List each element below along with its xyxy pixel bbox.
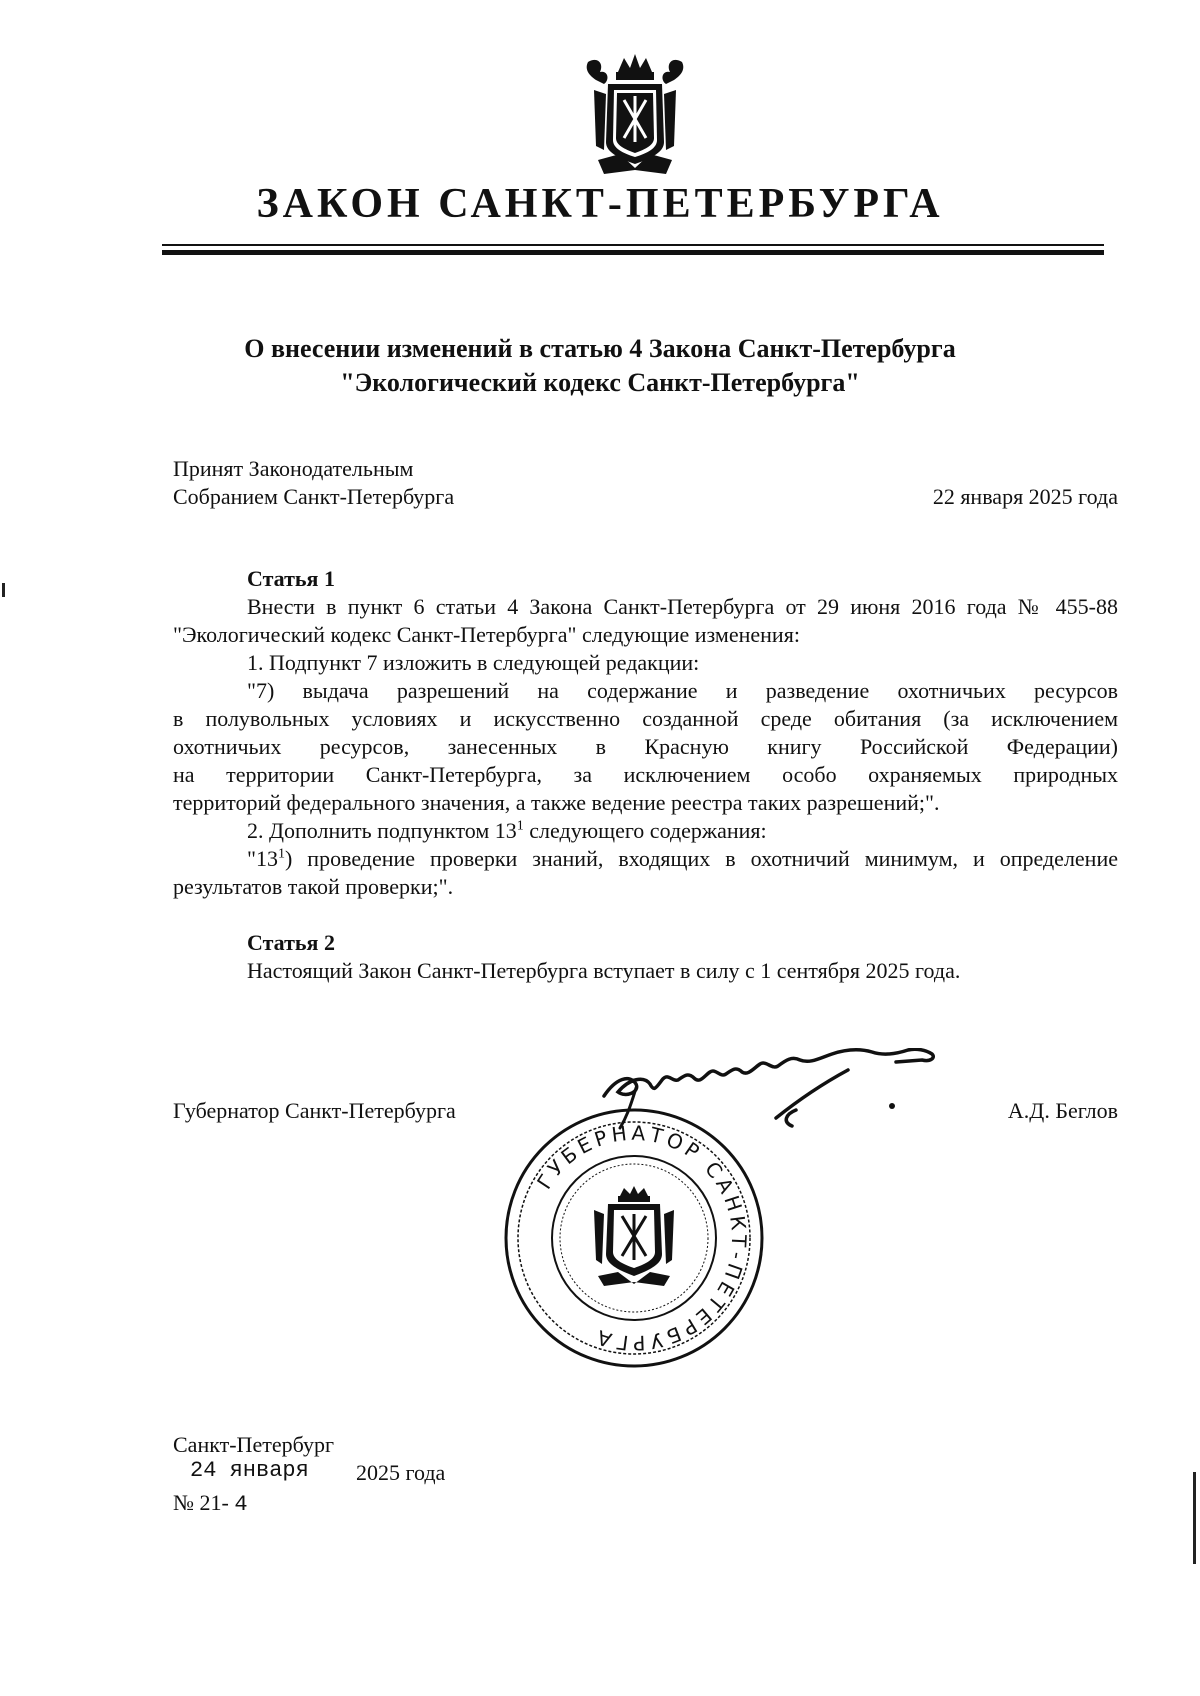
article1-quote1-line5: территорий федерального значения, а также ведение реестра таких разрешений;". (173, 790, 940, 815)
governor-position: Губернатор Санкт-Петербурга (173, 1098, 456, 1123)
article1-quote2-start: "13 (247, 846, 278, 871)
article1-quote1-line2: в полувольных условиях и искусственно созданной среде обитания (за исключением (173, 706, 1118, 731)
article1-item2-text: 2. Дополнить подпунктом 13 (247, 818, 517, 843)
coat-of-arms-emblem (580, 50, 690, 178)
official-seal (502, 1106, 766, 1370)
article1-intro-line1: Внести в пункт 6 статьи 4 Закона Санкт-Петербурга от 29 июня 2016 года № 455-88 (247, 594, 1118, 619)
footer-year: 2025 года (356, 1460, 446, 1485)
document-title-line2: "Экологический кодекс Санкт-Петербурга" (340, 368, 860, 397)
footer-number-value: 4 (234, 1492, 248, 1517)
article1-heading: Статья 1 (247, 566, 335, 591)
title-divider-thin (162, 244, 1104, 246)
article1-intro-line2: "Экологический кодекс Санкт-Петербурга" следующие изменения: (173, 622, 800, 647)
document-title-line1: О внесении изменений в статью 4 Закона Санкт-Петербурга (244, 334, 956, 363)
title-divider-thick (162, 250, 1104, 255)
article1-quote2-line1 (247, 846, 1118, 872)
article1-quote2-text: ) проведение проверки знаний, входящих в охотничий минимум, и определение (284, 846, 1118, 871)
article1-quote1-line3: охотничьих ресурсов, занесенных в Красную книгу Российской Федерации) (173, 734, 1118, 759)
adoption-line2: Собранием Санкт-Петербурга (173, 484, 455, 509)
seal-outer-text: ГУБЕРНАТОР САНКТ-ПЕТЕРБУРГА (531, 1120, 752, 1356)
article1-item2-superscript: 1 (516, 818, 524, 834)
article1-item1: 1. Подпункт 7 изложить в следующей редакции: (247, 650, 700, 675)
footer-city: Санкт-Петербург (173, 1432, 334, 1457)
footer-day-month: 24 января (190, 1458, 309, 1483)
law-title: ЗАКОН САНКТ-ПЕТЕРБУРГА (256, 181, 944, 227)
article2-text: Настоящий Закон Санкт-Петербурга вступает в силу с 1 сентября 2025 года. (247, 958, 961, 983)
governor-name: А.Д. Беглов (1007, 1098, 1118, 1123)
footer-number-prefix: № 21- (173, 1490, 229, 1515)
article1-quote2-line2: результатов такой проверки;". (173, 874, 454, 899)
article1-item2 (247, 818, 767, 844)
adoption-date: 22 января 2025 года (932, 484, 1118, 509)
footer-number (173, 1490, 248, 1517)
scan-edge-mark-left (2, 583, 5, 597)
article1-quote2-superscript: 1 (277, 846, 285, 862)
article1-quote1-line1: "7) выдача разрешений на содержание и разведение охотничьих ресурсов (247, 678, 1118, 703)
governor-signature (596, 1048, 962, 1132)
article1-quote1-line4: на территории Санкт-Петербурга, за исключением особо охраняемых природных (173, 762, 1118, 787)
scan-edge-mark-right (1193, 1472, 1196, 1564)
adoption-line1: Принят Законодательным (173, 456, 414, 481)
article2-heading: Статья 2 (247, 930, 335, 955)
article1-item2-text-end: следующего содержания: (523, 818, 767, 843)
